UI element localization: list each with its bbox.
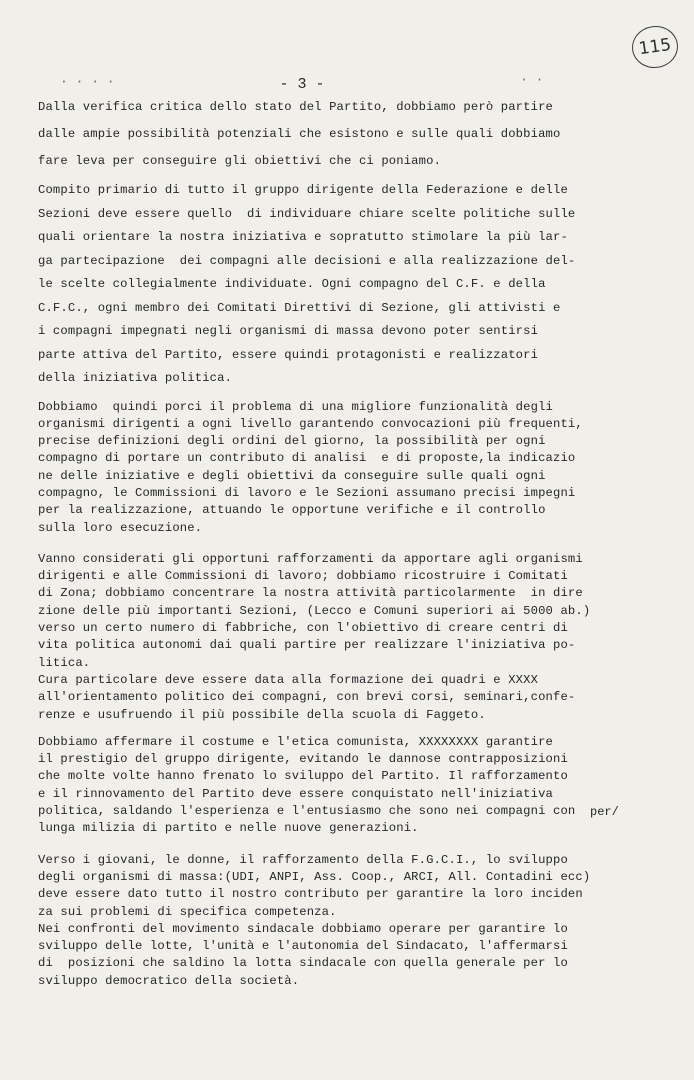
text-line: fare leva per conseguire gli obiettivi che ci poniamo. — [38, 154, 442, 168]
text-line: deve essere dato tutto il nostro contributo per garantire la loro inciden — [38, 887, 583, 902]
text-line: Dobbiamo quindi porci il problema di una migliore funzionalità degli — [38, 399, 553, 414]
text-line: Dalla verifica critica dello stato del Partito, dobbiamo però partire — [38, 100, 553, 114]
text-line: parte attiva del Partito, essere quindi protagonisti e realizzatori — [38, 347, 539, 362]
text-line: Nei confronti del movimento sindacale dobbiamo operare per garantire lo — [38, 921, 568, 936]
text-line: sviluppo democratico della società. — [38, 973, 300, 988]
text-line: Compito primario di tutto il gruppo dirigente della Federazione e delle — [38, 183, 568, 197]
text-line: degli organismi di massa:(UDI, ANPI, Ass. Coop., ARCI, All. Contadini ecc) — [38, 869, 591, 884]
paragraph-verifica — [38, 94, 670, 175]
text-line: per la realizzazione, attuando le opportune verifiche e il controllo — [38, 503, 546, 518]
paragraph-etica-comunista — [38, 734, 670, 838]
text-line: politica, saldando l'esperienza e l'entusiasmo che sono nei compagni con — [38, 804, 576, 819]
text-line: Verso i giovani, le donne, il rafforzamento della F.G.C.I., lo sviluppo — [38, 852, 568, 867]
text-line: litica. — [38, 655, 91, 670]
margin-dots-left: · · · · — [60, 74, 115, 89]
paragraph-movimento-sindacale — [38, 921, 670, 990]
page-number: - 3 - — [279, 76, 325, 93]
text-line: dirigenti e alle Commissioni di lavoro; dobbiamo ricostruire i Comitati — [38, 569, 568, 584]
text-line: compagno, le Commissioni di lavoro e le Sezioni assumano precisi impegni — [38, 485, 576, 500]
text-line: all'orientamento politico dei compagni, con brevi corsi, seminari,confe- — [38, 690, 576, 705]
text-line: sviluppo delle lotte, l'unità e l'autonomia del Sindacato, l'affermarsi — [38, 939, 568, 954]
paragraph-formazione-quadri — [38, 672, 670, 724]
text-line: quali orientare la nostra iniziativa e sopratutto stimolare la più lar- — [38, 230, 568, 244]
text-line: i compagni impegnati negli organismi di massa devono poter sentirsi — [38, 324, 539, 338]
archive-stamp — [629, 23, 680, 71]
text-line: verso un certo numero di fabbriche, con l'obiettivo di creare centri di — [38, 621, 568, 636]
text-line: ne delle iniziative e degli obiettivi da conseguire sulle quali ogni — [38, 468, 546, 483]
text-line: precise definizioni degli ordini del giorno, la possibilità per ogni — [38, 434, 546, 449]
text-line: che molte volte hanno frenato lo sviluppo del Partito. Il rafforzamento — [38, 769, 568, 784]
paragraph-giovani-donne — [38, 852, 670, 921]
text-line: za sui problemi di specifica competenza. — [38, 904, 337, 919]
paragraph-rafforzamenti — [38, 551, 670, 672]
text-line: Vanno considerati gli opportuni rafforzamenti da apportare agli organismi — [38, 551, 583, 566]
text-line: organismi dirigenti a ogni livello garantendo convocazioni più frequenti, — [38, 416, 583, 431]
typed-body — [38, 94, 670, 1004]
text-line: ga partecipazione dei compagni alle decisioni e alla realizzazione del- — [38, 253, 576, 268]
continuation-mark: per/ — [590, 805, 619, 819]
paragraph-compito — [38, 179, 670, 391]
text-line: Cura particolare deve essere data alla formazione dei quadri e XXXX — [38, 672, 539, 687]
archive-stamp-number: 115 — [637, 34, 673, 60]
text-line: compagno di portare un contributo di analisi e di proposte,la indicazio — [38, 451, 576, 466]
text-line: Sezioni deve essere quello di individuare chiare scelte politiche sulle — [38, 206, 576, 221]
text-line: e il rinnovamento del Partito deve essere conquistato nell'iniziativa — [38, 786, 553, 801]
text-line: dalle ampie possibilità potenziali che esistono e sulle quali dobbiamo — [38, 127, 561, 141]
text-line: renze e usufruendo il più possibile della scuola di Faggeto. — [38, 707, 486, 722]
text-line: le scelte collegialmente individuate. Ogni compagno del C.F. e della — [38, 277, 546, 291]
text-line: Dobbiamo affermare il costume e l'etica comunista, XXXXXXXX garantire — [38, 734, 553, 749]
text-line: lunga milizia di partito e nelle nuove generazioni. — [38, 821, 419, 836]
text-line: vita politica autonomi dai quali partire per realizzare l'iniziativa po- — [38, 638, 576, 653]
text-line: di Zona; dobbiamo concentrare la nostra attività particolarmente in dire — [38, 586, 583, 601]
text-line: il prestigio del gruppo dirigente, evitando le dannose contrapposizioni — [38, 752, 568, 767]
text-line: zione delle più importanti Sezioni, (Lecco e Comuni superiori ai 5000 ab.) — [38, 603, 591, 618]
text-line: della iniziativa politica. — [38, 371, 233, 385]
paragraph-funzionalita — [38, 399, 670, 537]
text-line: di posizioni che saldino la lotta sindacale con quella generale per lo — [38, 956, 568, 971]
text-line: sulla loro esecuzione. — [38, 520, 203, 535]
text-line: C.F.C., ogni membro dei Comitati Direttivi di Sezione, gli attivisti e — [38, 300, 561, 315]
margin-dots-right: · · — [520, 72, 544, 87]
